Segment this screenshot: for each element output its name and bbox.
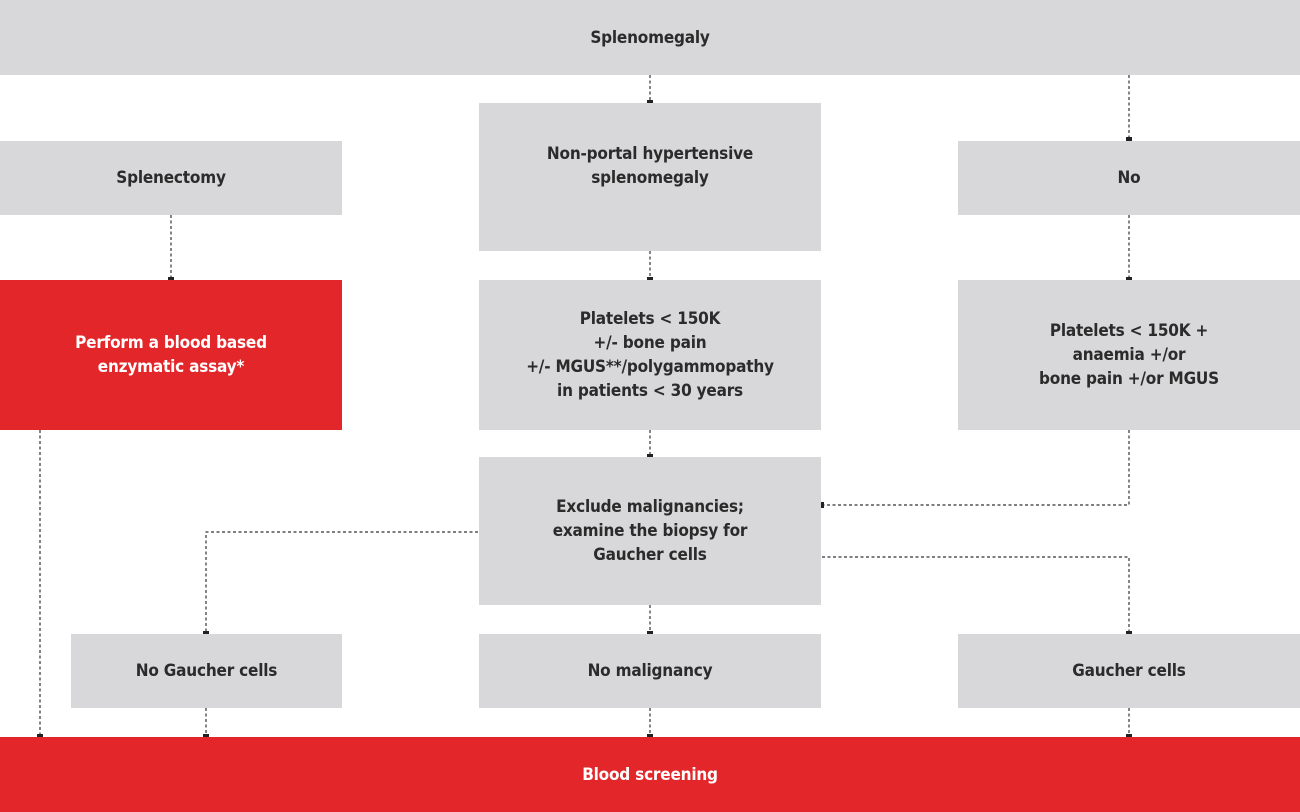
node-blood-screening: Blood screening	[0, 737, 1300, 812]
node-splenomegaly: Splenomegaly	[0, 0, 1300, 75]
node-non-portal-hypertensive-splenomegaly: Non-portal hypertensive splenomegaly	[479, 103, 821, 251]
node-platelets-anaemia: Platelets < 150K + anaemia +/or bone pain +/or MGUS	[958, 280, 1300, 430]
node-splenectomy: Splenectomy	[0, 141, 342, 215]
node-no: No	[958, 141, 1300, 215]
node-no-malignancy: No malignancy	[479, 634, 821, 708]
node-platelets-young-patients: Platelets < 150K +/- bone pain +/- MGUS**/polygammopathy in patients < 30 years	[479, 280, 821, 430]
node-exclude-malignancies: Exclude malignancies; examine the biopsy for Gaucher cells	[479, 457, 821, 605]
node-enzymatic-assay: Perform a blood based enzymatic assay*	[0, 280, 342, 430]
node-no-gaucher-cells: No Gaucher cells	[71, 634, 342, 708]
node-gaucher-cells: Gaucher cells	[958, 634, 1300, 708]
